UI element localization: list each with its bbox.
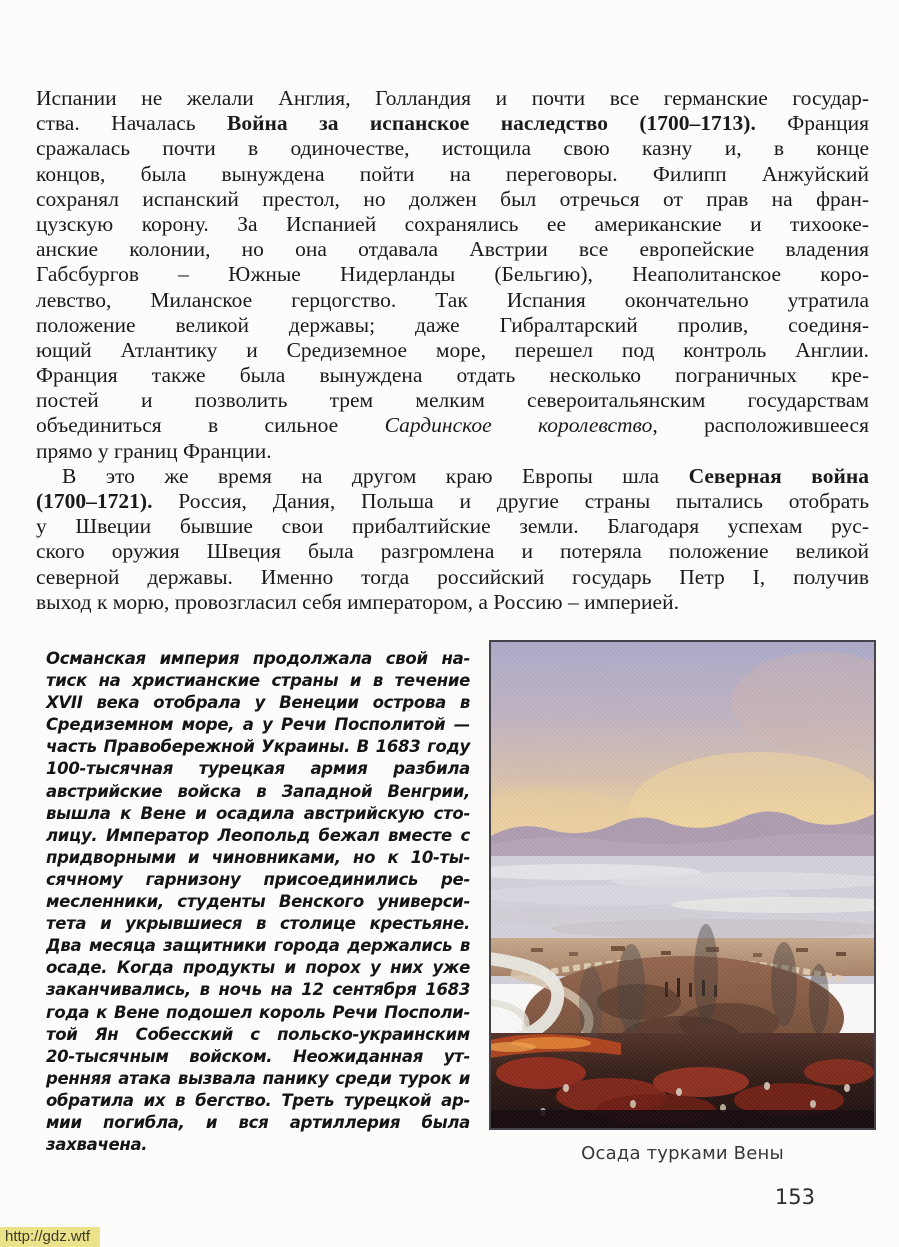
text-segment: Османская империя продолжала свой на- [46, 649, 470, 668]
text-line [36, 288, 869, 313]
text-segment: сячному гарнизону присоединились ре- [46, 869, 470, 889]
siege-painting-graphic [491, 642, 874, 1128]
text-segment: сохранял испанский престол, но должен был отречься от прав на фран- [36, 186, 869, 211]
text-segment: анские колонии, но она отдавала Австрии все европейские владения [36, 237, 869, 262]
text-line [46, 803, 470, 825]
text-segment: 100-тысячная турецкая армия разбила [46, 759, 470, 779]
text-line [46, 847, 470, 869]
text-segment: Франция также была вынуждена отдать несколько пограничных кре- [36, 363, 869, 388]
text-line [46, 648, 470, 670]
text-line [46, 913, 470, 935]
text-segment: Россия, Дания, Польша и другие страны пытались отобрать [152, 489, 869, 513]
text-line [36, 514, 869, 539]
text-segment: захвачена. [46, 1135, 148, 1155]
text-segment: заканчивались, в ночь на 12 сентября 1683 [46, 980, 470, 1000]
text-segment: Испании не желали Англия, Голландия и почти все германские государ- [36, 86, 869, 110]
text-line [46, 1134, 470, 1156]
text-line [46, 714, 470, 736]
text-segment: ренняя атака вызвала панику среди турок и [46, 1068, 470, 1088]
text-line [36, 489, 869, 514]
text-segment: Франция [755, 111, 869, 136]
text-line [46, 1024, 470, 1046]
text-line [46, 781, 470, 803]
watermark: http://gdz.wtf [0, 1227, 100, 1247]
text-segment: Средиземном море, а у Речи Посполитой — [46, 715, 470, 735]
text-line [46, 1112, 470, 1134]
text-line [36, 413, 869, 438]
text-line [46, 825, 470, 847]
text-line [36, 464, 869, 489]
text-line [36, 262, 869, 287]
text-segment: придворными и чиновниками, но к 10-ты- [46, 847, 470, 867]
text-segment: , расположившееся [652, 413, 869, 438]
text-line [36, 439, 869, 464]
text-segment: мии погибла, и вся артиллерия была [46, 1112, 470, 1132]
text-segment: тета и укрывшиеся в столице крестьяне. [46, 914, 470, 934]
text-line [46, 1068, 470, 1090]
text-segment: сражалась почти в одиночестве, истощила свою казну и, в конце [36, 136, 869, 161]
text-line [36, 212, 869, 237]
text-line [46, 758, 470, 780]
text-segment: вышла к Вене и осадила австрийскую сто- [46, 803, 470, 823]
text-line [46, 979, 470, 1001]
text-line [46, 1002, 470, 1024]
text-segment: у Швеции бывшие свои прибалтийские земли. Благодаря успехам рус- [36, 514, 869, 539]
text-segment: 20-тысячным войском. Неожиданная ут- [46, 1046, 470, 1066]
text-segment: ющий Атлантику и Средиземное море, перешел под контроль Англии. [36, 337, 869, 362]
text-segment: тиск на христианские страны и в течение [46, 671, 470, 691]
text-line [36, 539, 869, 564]
text-segment: северной державы. Именно тогда российский государь Петр I, получив [36, 564, 869, 589]
text-segment: ского оружия Швеция была разгромлена и потеряла положение великой [36, 539, 869, 564]
text-segment: В это же время на другом краю Европы шла [62, 463, 689, 488]
sidebar-text-block [46, 648, 470, 1156]
text-segment: года к Вене подошел король Речи Посполи- [46, 1002, 470, 1022]
text-line [36, 86, 869, 111]
text-line [46, 692, 470, 714]
text-segment: цузскую корону. За Испанией сохранялись ее американские и тихооке- [36, 211, 869, 236]
text-segment: положение великой державы; даже Гибралтарский пролив, соединя- [36, 312, 869, 337]
text-line [46, 869, 470, 891]
text-segment: выход к морю, провозгласил себя императором, а Россию – империей. [36, 589, 679, 614]
text-segment: левство, Миланское герцогство. Так Испания окончательно утратила [36, 287, 869, 312]
text-segment: лицу. Император Леопольд бежал вместе с [46, 825, 470, 845]
text-segment: осаде. Когда продукты и порох у них уже [46, 958, 470, 978]
italic-text: Сардинское королевство [384, 413, 653, 438]
text-line [46, 1090, 470, 1112]
text-line [36, 313, 869, 338]
text-line [36, 590, 869, 615]
text-segment: месленники, студенты Венского универси- [46, 892, 470, 912]
text-segment: Габсбургов – Южные Нидерланды (Бельгию), Неаполитанское коро- [36, 262, 869, 287]
page-number: 153 [774, 1185, 815, 1209]
text-line [36, 111, 869, 136]
text-segment: обратила их в бегство. Треть турецкой ар- [46, 1090, 470, 1110]
text-line [36, 237, 869, 262]
text-line [46, 891, 470, 913]
text-line [46, 670, 470, 692]
text-line [46, 935, 470, 957]
text-line [36, 363, 869, 388]
bold-text: (1700–1721). [36, 489, 153, 513]
text-line [36, 338, 869, 363]
siege-of-vienna-painting [489, 640, 876, 1130]
text-line [36, 187, 869, 212]
text-line [46, 957, 470, 979]
text-segment: объединиться в сильное [36, 413, 385, 438]
text-line [36, 136, 869, 161]
text-line [46, 1046, 470, 1068]
text-segment: часть Правобережной Украины. В 1683 году [46, 737, 470, 757]
text-segment: концов, была вынуждена пойти на переговоры. Филипп Анжуйский [36, 161, 869, 186]
text-segment: ства. Началась [36, 111, 227, 136]
bold-text: Война за испанское наследство (1700–1713). [227, 111, 756, 136]
bold-text: Северная война [688, 463, 870, 488]
paragraph [36, 86, 869, 464]
text-line [36, 565, 869, 590]
paragraph [36, 464, 869, 615]
main-text-block [36, 86, 869, 615]
figure-caption: Осада турками Вены [581, 1143, 784, 1164]
text-segment: той Ян Собесский с польско-украинским [46, 1024, 470, 1044]
text-segment: австрийские войска в Западной Венгрии, [46, 781, 470, 801]
text-segment: постей и позволить трем мелким североитальянским государствам [36, 388, 869, 413]
text-segment: прямо у границ Франции. [36, 438, 272, 463]
text-line [36, 388, 869, 413]
text-line [36, 162, 869, 187]
text-segment: Два месяца защитники города держались в [46, 936, 470, 956]
text-segment: XVII века отобрала у Венеции острова в [46, 693, 470, 713]
paragraph [46, 648, 470, 1156]
text-line [46, 736, 470, 758]
